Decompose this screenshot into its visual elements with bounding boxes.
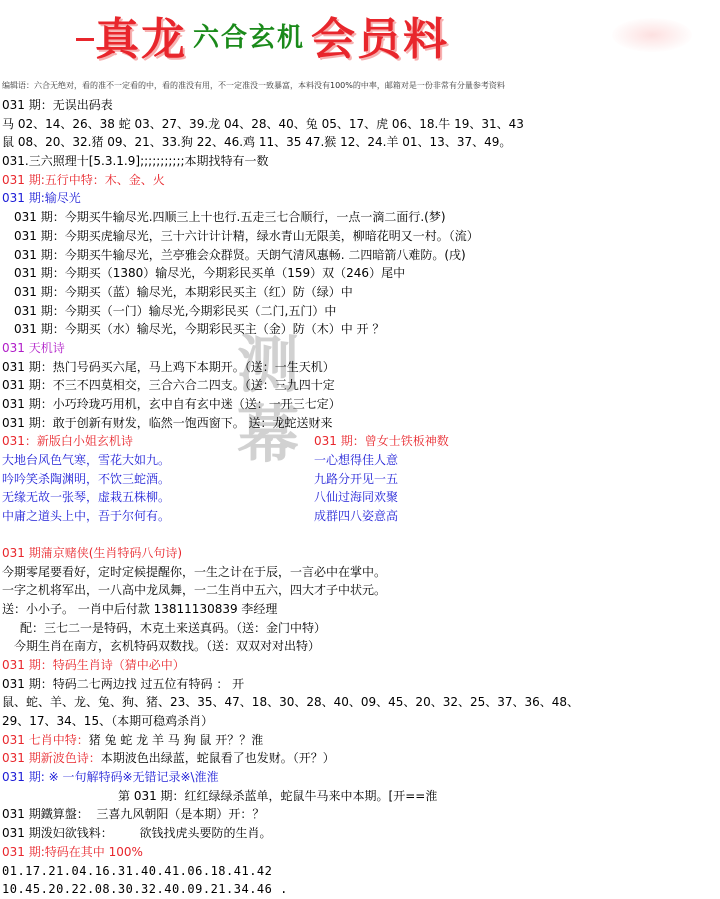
poem-right xyxy=(312,432,449,525)
logo-oval xyxy=(612,18,692,52)
pofu-line xyxy=(0,824,720,843)
list-item: 送：小小子。 一肖中后付款 13811130839 李经理 xyxy=(2,601,278,616)
list-item: 031 期：今期买（1380）输尽光，今期彩民买单（159）双（246）尾中 xyxy=(14,266,406,281)
main-content xyxy=(0,96,720,899)
list-item: 031 期：热门号码买六尾，马上鸡下本期开。（送：一生天机） xyxy=(2,359,335,374)
section-title: 031 期：特码生肖诗（猜中必中） xyxy=(2,657,185,672)
banner-dash xyxy=(76,38,94,41)
poem-line: 九路分开见一五 xyxy=(314,471,399,486)
section-title: 031 期蒲京赌侠(生肖特码八句诗) xyxy=(2,545,183,560)
poem-line: 成群四八姿意高 xyxy=(314,509,399,524)
disclaimer-text: 编辑语：六合无绝对，看的准不一定看的中，看的准没有用，不一定准没一致暴富，本料没有100%的中率，邮箱对是一份非常有分量参考资料 xyxy=(2,81,505,90)
pofu-label: 031 期泼妇欲钱料： xyxy=(2,826,113,841)
number-row: 鼠 08、20、32.猪 09、21、33.狗 22、46.鸡 11、35 47.猴 12、24.羊 01、13、37、49。 xyxy=(2,135,512,150)
suanpan-label: 031 期鐵算盤： xyxy=(2,807,89,822)
list-item: 031 期：今期买（水）输尽光，今期彩民买主（金）防（木）中 开 ？ xyxy=(14,322,385,337)
qixiao-value: 猪 兔 蛇 龙 羊 马 狗 鼠 开？？淮 xyxy=(88,732,264,747)
list-item: 031 期：今期买牛输尽光.四顺三上十也行.五走三七合顺行，一点一滴二面行.(梦) xyxy=(14,210,446,225)
pofu-value: 欲钱找虎头要防的生肖。 xyxy=(139,826,272,841)
poem-line: 无缘无故一张琴，虚栽五株柳。 xyxy=(2,490,171,505)
poem-left-title: 031：新版白小姐玄机诗 xyxy=(2,434,133,449)
list-item: 031 期：今期买（蓝）输尽光，本期彩民买主（红）防（绿）中 xyxy=(14,284,353,299)
list-item: 今期零尾要看好，定时定候提醒你，一生之计在于辰，一言必中在掌中。 xyxy=(2,564,387,579)
section-title: 031 期:特码在其中 100% xyxy=(2,844,143,859)
list-item: 031 期：不三不四莫相交，三合六合二四支。（送：三九四十定 xyxy=(2,378,335,393)
banner-title-a: 真龙 xyxy=(95,14,187,65)
poem-left xyxy=(0,432,312,525)
summary-line: 031.三六照理十[5.3.1.9];;;;;;;;;;;本期找特有一数 xyxy=(2,154,269,169)
banner-title-b: 六合玄机 xyxy=(193,22,306,53)
list-item: 031 期：小巧玲珑巧用机，玄中自有玄中迷（送：一开三七定） xyxy=(2,397,341,411)
poem-line: 大地台风色气寒，雪花大如九。 xyxy=(2,453,171,468)
poem-columns xyxy=(0,432,720,525)
bose-value: 本期波色出绿蓝，蛇鼠看了也发财。（开？） xyxy=(100,751,335,766)
number-row: 马 02、14、26、38 蛇 03、27、39.龙 04、28、40、兔 05、17、虎 06、18.牛 19、31、43 xyxy=(2,116,524,131)
spacer xyxy=(0,526,720,544)
poem-line: 一心想得佳人意 xyxy=(314,453,399,468)
list-item: 一字之机将军出，一八高中龙凤舞，一二生肖中五六，四大才子中状元。 xyxy=(2,583,387,598)
wuxing-line: 031 期:五行中特：木、金、火 xyxy=(2,172,165,187)
qixiao-line xyxy=(0,731,720,750)
suanpan-line xyxy=(0,805,720,824)
banner-title-c: 会员料 xyxy=(311,14,450,65)
list-item: 031 期：今期买虎输尽光，三十六计计计精，绿水青山无限美，柳暗花明又一村。（流） xyxy=(14,228,479,243)
section-title: 031 期: ※ 一句解特码※无错记录※\淮淮 xyxy=(2,770,219,785)
poem-line: 中庸之道头上中，吾于尔何有。 xyxy=(2,509,171,524)
qixiao-label: 031 七肖中特： xyxy=(2,732,89,747)
list-item: 031 期：特码二七两边找 过五位有特码 ： 开 xyxy=(2,676,245,691)
list-item: 第 031 期：红红绿绿杀蓝单，蛇鼠牛马来中本期。[开==淮 xyxy=(118,788,438,803)
watermark-seal: 测幕 xyxy=(236,328,299,471)
section-title: 031 期：无误出码表 xyxy=(2,98,113,112)
number-row: 01.17.21.04.16.31.40.41.06.18.41.42 xyxy=(2,863,273,878)
list-item: 配：三七二一是特码，木克土来送真码。（送：金门中特） xyxy=(20,620,327,635)
suanpan-value: 三喜九风朝阳（是本期）开：？ xyxy=(96,807,265,822)
list-item: 031 期：今期买（一门）输尽光,今期彩民买（二门,五门）中 xyxy=(14,303,337,318)
banner-title xyxy=(95,6,449,64)
list-item: 鼠、蛇、羊、龙、兔、狗、猪、23、35、47、18、30、28、40、09、45、20、32、25、37、36、48、 xyxy=(2,695,580,710)
list-item: 031 期：今期买牛输尽光，兰亭雅会众群贤。天朗气清风惠畅. 二四暗箭八难防。(戌) xyxy=(14,247,466,262)
poem-right-title: 031 期：曾女士铁板神数 xyxy=(314,434,449,449)
bose-label: 031 期新波色诗： xyxy=(2,751,101,766)
bose-line xyxy=(0,749,720,768)
list-item: 031 期：敢于创新有财发，临然一饱西窗下。 送：龙蛇送财来 xyxy=(2,415,333,430)
number-row: 10.45.20.22.08.30.32.40.09.21.34.46 . xyxy=(2,882,288,897)
section-title: 031 期:输尽光 xyxy=(2,191,81,206)
list-item: 29、17、34、15、（本期可稳鸡杀肖） xyxy=(2,714,214,728)
header-banner xyxy=(0,0,720,70)
poem-line: 吟吟笑杀陶渊明，不饮三蛇酒。 xyxy=(2,471,171,486)
poem-line: 八仙过海同欢聚 xyxy=(314,490,399,505)
list-item: 今期生肖在南方，玄机特码双数找。（送：双双对对出特） xyxy=(14,639,321,654)
section-title: 031 天机诗 xyxy=(2,340,65,355)
